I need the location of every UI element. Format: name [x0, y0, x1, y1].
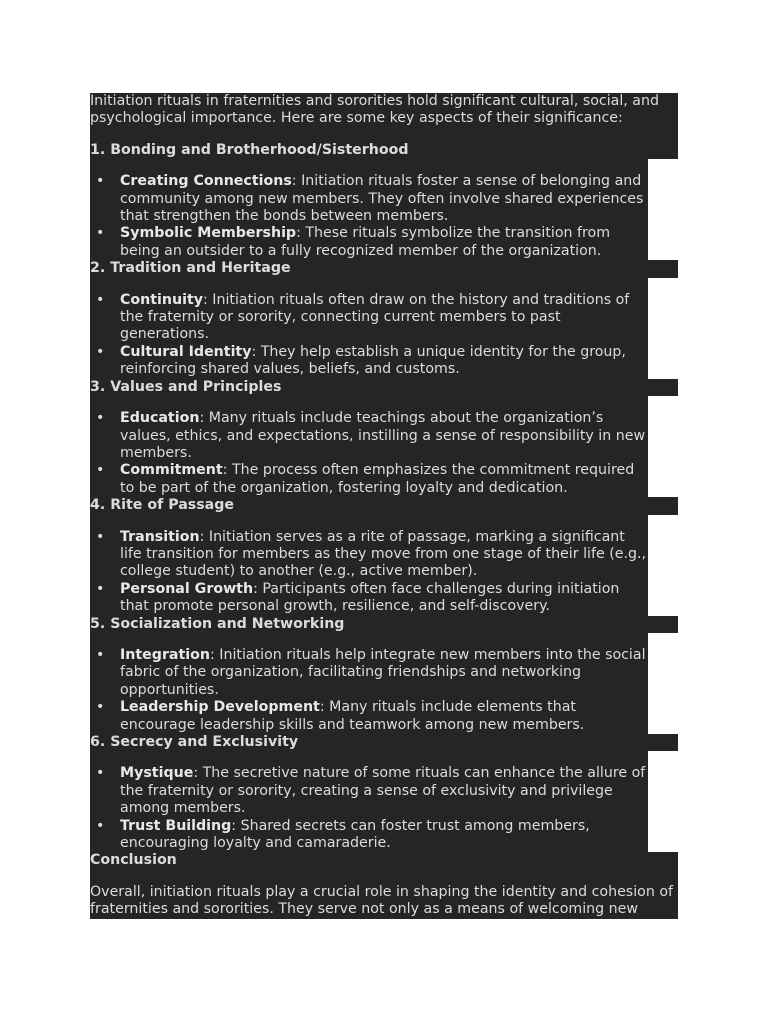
- bullet-icon: •: [96, 817, 105, 834]
- list-item: [90, 225, 648, 260]
- section-heading: 1. Bonding and Brotherhood/Sisterhood: [90, 142, 678, 159]
- spacer: [90, 870, 678, 884]
- bullet-icon: •: [96, 580, 105, 597]
- item-text: : Initiation rituals foster a sense of belonging and community among new members. They often involve shared experiences that strengthen the bonds between members.: [120, 173, 644, 225]
- item-term: Continuity: [120, 291, 203, 308]
- spacer: [90, 396, 648, 410]
- item-term: Symbolic Membership: [120, 225, 297, 242]
- spacer: [90, 515, 648, 529]
- item-term: Integration: [120, 646, 211, 663]
- item-term: Mystique: [120, 765, 194, 782]
- spacer: [90, 278, 648, 292]
- item-text: : Many rituals include teachings about the organization’s values, ethics, and expectations, instilling a sense of responsibility in new members.: [120, 410, 646, 461]
- list-item: [90, 765, 648, 817]
- intro-paragraph: Initiation rituals in fraternities and sororities hold significant cultural, social, and psychological importance. Here are some key aspects of their significance:: [90, 93, 678, 128]
- bullet-list: [90, 292, 648, 379]
- section-heading: 2. Tradition and Heritage: [90, 260, 678, 277]
- item-text: : They help establish a unique identity for the group, reinforcing shared values, beliefs, and customs.: [120, 343, 626, 378]
- conclusion-heading: Conclusion: [90, 852, 678, 869]
- list-item: [90, 818, 648, 853]
- bullet-list: [90, 765, 648, 852]
- list-item: [90, 410, 648, 462]
- section-heading: 4. Rite of Passage: [90, 497, 678, 514]
- item-text: : Initiation serves as a rite of passage, marking a significant life transition for members as they move from one stage of their life (e.g., college student) to another (e.g., active member).: [120, 528, 646, 580]
- list-item: [90, 292, 648, 344]
- spacer: [90, 633, 648, 647]
- spacer: [90, 751, 648, 765]
- list-item: [90, 462, 648, 497]
- item-text: : Initiation rituals help integrate new members into the social fabric of the organization, facilitating friendships and networking opportunities.: [120, 646, 646, 698]
- item-term: Leadership Development: [120, 699, 320, 716]
- list-item: [90, 699, 648, 734]
- bullet-icon: •: [96, 462, 105, 479]
- spacer: [90, 128, 678, 142]
- bullet-icon: •: [96, 765, 105, 782]
- section-heading: 5. Socialization and Networking: [90, 616, 678, 633]
- bullet-icon: •: [96, 646, 105, 663]
- bullet-icon: •: [96, 528, 105, 545]
- bullet-list: [90, 529, 648, 616]
- item-text: : Shared secrets can foster trust among members, encouraging loyalty and camaraderie.: [120, 817, 590, 852]
- item-text: : The process often emphasizes the commitment required to be part of the organization, fostering loyalty and dedication.: [120, 462, 635, 496]
- list-item: [90, 529, 648, 581]
- item-text: : These rituals symbolize the transition from being an outsider to a fully recognized member of the organization.: [120, 225, 611, 259]
- item-text: : Participants often face challenges during initiation that promote personal growth, resilience, and self-discovery.: [120, 580, 620, 615]
- list-item: [90, 647, 648, 699]
- list-item: [90, 344, 648, 379]
- section-heading: 3. Values and Principles: [90, 379, 678, 396]
- item-term: Cultural Identity: [120, 343, 252, 360]
- item-term: Creating Connections: [120, 173, 292, 190]
- item-term: Transition: [120, 528, 200, 545]
- item-text: : Initiation rituals often draw on the history and traditions of the fraternity or sorority, connecting current members to past generations.: [120, 291, 630, 343]
- bullet-list: [90, 410, 648, 497]
- list-item: [90, 173, 648, 225]
- bullet-list: [90, 173, 648, 260]
- bullet-icon: •: [96, 173, 105, 190]
- bullet-icon: •: [96, 410, 105, 427]
- bullet-icon: •: [96, 291, 105, 308]
- item-term: Personal Growth: [120, 580, 254, 597]
- bullet-icon: •: [96, 699, 105, 716]
- document-body: [90, 93, 680, 919]
- item-term: Education: [120, 410, 200, 427]
- item-text: : The secretive nature of some rituals can enhance the allure of the fraternity or sorority, creating a sense of exclusivity and privilege among members.: [120, 765, 646, 817]
- item-term: Trust Building: [120, 817, 232, 834]
- section-heading: 6. Secrecy and Exclusivity: [90, 734, 678, 751]
- list-item: [90, 581, 648, 616]
- conclusion-paragraph: Overall, initiation rituals play a crucial role in shaping the identity and cohesion of fraternities and sororities. They serve not only as a means of welcoming new: [90, 884, 678, 919]
- bullet-list: [90, 647, 648, 734]
- spacer: [90, 159, 648, 173]
- bullet-icon: •: [96, 225, 105, 242]
- bullet-icon: •: [96, 343, 105, 360]
- item-text: : Many rituals include elements that encourage leadership skills and teamwork among new members.: [120, 699, 585, 733]
- item-term: Commitment: [120, 462, 223, 479]
